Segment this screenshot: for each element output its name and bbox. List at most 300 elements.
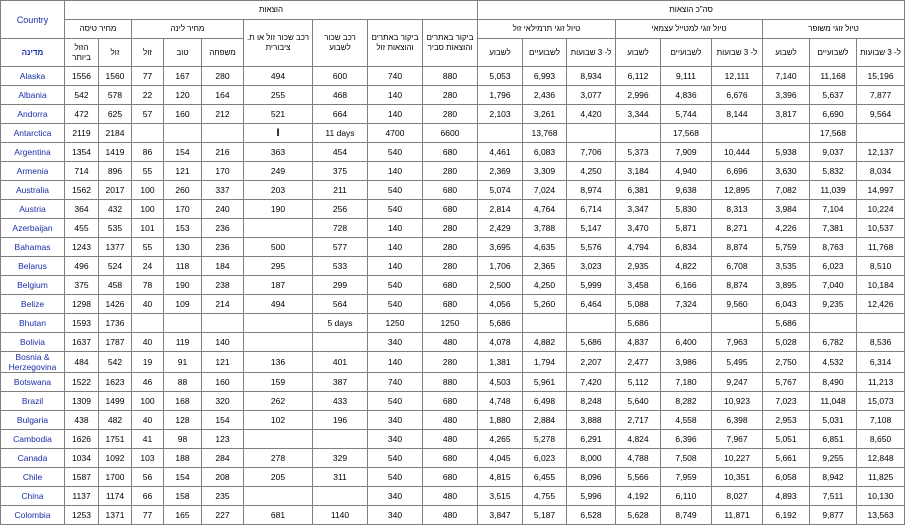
cell-l-fam: 214 <box>202 295 244 314</box>
cell-v-avg: 480 <box>423 506 478 525</box>
cell-car: 278 <box>244 449 313 468</box>
cell-f2: 7,511 <box>810 487 857 506</box>
cell-b3: 5,686 <box>567 333 616 352</box>
cell-b3: 6,291 <box>567 430 616 449</box>
cell-l-fam: 140 <box>202 333 244 352</box>
cell-car-week: 5 days <box>313 314 368 333</box>
cell-car: 363 <box>244 143 313 162</box>
cell-flight: 578 <box>99 86 132 105</box>
total-expenses-header: סה"כ הוצאות <box>478 1 905 20</box>
table-row <box>1 314 905 333</box>
country-cell: Canada <box>1 449 65 468</box>
header-row-2 <box>1 20 905 39</box>
cell-b2: 3,309 <box>523 162 567 181</box>
cell-car-week: 533 <box>313 257 368 276</box>
cell-car: 187 <box>244 276 313 295</box>
cell-car: 255 <box>244 86 313 105</box>
cell-car-week: 387 <box>313 373 368 392</box>
cell-v-cheap: 540 <box>368 200 423 219</box>
cell-l-good: 158 <box>164 487 202 506</box>
cell-car-week: 728 <box>313 219 368 238</box>
cell-b2: 6,455 <box>523 468 567 487</box>
cell-f3: 10,537 <box>857 219 905 238</box>
country-cell: Brazil <box>1 392 65 411</box>
cell-a2: 6,834 <box>661 238 712 257</box>
cell-v-avg: 680 <box>423 468 478 487</box>
cell-l-good: 88 <box>164 373 202 392</box>
cell-l-fam: 208 <box>202 468 244 487</box>
cell-f1: 3,396 <box>763 86 810 105</box>
country-cell: Bulgaria <box>1 411 65 430</box>
cell-v-avg: 280 <box>423 257 478 276</box>
cell-l-good: 120 <box>164 86 202 105</box>
cell-b1: 4,265 <box>478 430 523 449</box>
cell-car-week: 299 <box>313 276 368 295</box>
cell-f3: 9,564 <box>857 105 905 124</box>
cell-l-fam: 235 <box>202 487 244 506</box>
cell-l-good: 91 <box>164 352 202 373</box>
cell-car: 681 <box>244 506 313 525</box>
cell-f1: 5,661 <box>763 449 810 468</box>
cell-l-low: 103 <box>132 449 164 468</box>
cell-cheapest: 1626 <box>65 430 99 449</box>
cell-cheapest: 1522 <box>65 373 99 392</box>
country-cell: Bhutan <box>1 314 65 333</box>
cell-l-good: 165 <box>164 506 202 525</box>
car-weekly-header: רכב שכור לשבוע <box>313 20 368 67</box>
cell-a3: 8,313 <box>712 200 763 219</box>
cell-a3: 7,963 <box>712 333 763 352</box>
table-row <box>1 506 905 525</box>
cell-flight: 1560 <box>99 67 132 86</box>
cell-b3: 5,147 <box>567 219 616 238</box>
cell-b2: 13,768 <box>523 124 567 143</box>
cell-v-avg: 680 <box>423 276 478 295</box>
cell-f1: 7,023 <box>763 392 810 411</box>
cell-f2: 9,877 <box>810 506 857 525</box>
cell-car: 494 <box>244 67 313 86</box>
cell-cheapest: 496 <box>65 257 99 276</box>
cell-v-avg: 280 <box>423 238 478 257</box>
cell-a3: 8,874 <box>712 238 763 257</box>
cell-a2 <box>661 314 712 333</box>
cell-flight: 1377 <box>99 238 132 257</box>
cell-flight: 1499 <box>99 392 132 411</box>
cell-b1: 3,695 <box>478 238 523 257</box>
cell-l-good <box>164 314 202 333</box>
cell-car <box>244 314 313 333</box>
country-cell: Australia <box>1 181 65 200</box>
cell-l-low: 41 <box>132 430 164 449</box>
cell-f1: 2,750 <box>763 352 810 373</box>
cell-l-low: 57 <box>132 105 164 124</box>
cell-v-avg: 280 <box>423 105 478 124</box>
cell-l-fam: 164 <box>202 86 244 105</box>
cell-f2 <box>810 314 857 333</box>
cell-v-cheap: 140 <box>368 352 423 373</box>
table-row <box>1 219 905 238</box>
cell-v-cheap: 340 <box>368 411 423 430</box>
cell-v-avg: 280 <box>423 86 478 105</box>
cell-car: 249 <box>244 162 313 181</box>
cell-b2: 5,260 <box>523 295 567 314</box>
cell-v-avg: 280 <box>423 219 478 238</box>
cell-l-good: 109 <box>164 295 202 314</box>
cell-b3: 6,528 <box>567 506 616 525</box>
cell-f3: 10,224 <box>857 200 905 219</box>
table-row <box>1 392 905 411</box>
cell-car-week: 1140 <box>313 506 368 525</box>
cell-b1: 4,815 <box>478 468 523 487</box>
cell-l-low: 77 <box>132 506 164 525</box>
cell-b2: 2,436 <box>523 86 567 105</box>
cell-v-avg: 680 <box>423 143 478 162</box>
cell-a3 <box>712 124 763 143</box>
cell-l-good: 154 <box>164 468 202 487</box>
cell-cheapest: 1137 <box>65 487 99 506</box>
cell-l-low: 77 <box>132 67 164 86</box>
expenses-header: הוצאות <box>65 1 478 20</box>
cell-car-week: 401 <box>313 352 368 373</box>
cell-b1: 4,461 <box>478 143 523 162</box>
cell-b3: 8,096 <box>567 468 616 487</box>
cell-a3: 9,247 <box>712 373 763 392</box>
cell-cheapest: 1637 <box>65 333 99 352</box>
cell-a2: 4,836 <box>661 86 712 105</box>
cell-a1: 5,088 <box>616 295 661 314</box>
cell-b1: 1,706 <box>478 257 523 276</box>
cell-f2: 4,532 <box>810 352 857 373</box>
cell-cheapest: 438 <box>65 411 99 430</box>
cell-a1: 2,717 <box>616 411 661 430</box>
cell-a3: 10,351 <box>712 468 763 487</box>
cell-l-low: 19 <box>132 352 164 373</box>
cell-f3: 15,196 <box>857 67 905 86</box>
cell-l-good: 128 <box>164 411 202 430</box>
table-row <box>1 181 905 200</box>
cell-a1 <box>616 124 661 143</box>
cell-f1: 3,535 <box>763 257 810 276</box>
country-cell: Cambodia <box>1 430 65 449</box>
cell-flight: 896 <box>99 162 132 181</box>
cell-v-cheap: 340 <box>368 430 423 449</box>
cell-cheapest: 1298 <box>65 295 99 314</box>
cell-f3: 7,877 <box>857 86 905 105</box>
cell-car-week: 311 <box>313 468 368 487</box>
average-three-weeks-header: ל- 3 שבועות <box>712 39 763 67</box>
cell-cheapest: 1593 <box>65 314 99 333</box>
cell-l-fam: 170 <box>202 162 244 181</box>
cell-f2: 9,037 <box>810 143 857 162</box>
country-cell: Austria <box>1 200 65 219</box>
table-row <box>1 143 905 162</box>
family-three-weeks-header: ל- 3 שבועות <box>857 39 905 67</box>
cell-a1: 4,837 <box>616 333 661 352</box>
cell-b1: 5,053 <box>478 67 523 86</box>
cell-b2: 4,635 <box>523 238 567 257</box>
cell-car-week: 433 <box>313 392 368 411</box>
cell-v-cheap: 540 <box>368 468 423 487</box>
cell-f1: 5,938 <box>763 143 810 162</box>
cell-b3: 5,996 <box>567 487 616 506</box>
cell-flight: 1426 <box>99 295 132 314</box>
cell-b3: 8,934 <box>567 67 616 86</box>
cell-a1: 5,628 <box>616 506 661 525</box>
cell-l-low: 22 <box>132 86 164 105</box>
cell-l-fam <box>202 314 244 333</box>
cell-flight: 1419 <box>99 143 132 162</box>
lodging-low-header: זול <box>132 39 164 67</box>
cell-a3: 10,227 <box>712 449 763 468</box>
cell-f1: 3,630 <box>763 162 810 181</box>
table-row <box>1 352 905 373</box>
country-cell: Colombia <box>1 506 65 525</box>
cell-f1: 3,984 <box>763 200 810 219</box>
cell-b2: 5,187 <box>523 506 567 525</box>
cell-v-avg: 480 <box>423 430 478 449</box>
table-row <box>1 468 905 487</box>
cell-a3: 8,271 <box>712 219 763 238</box>
country-header: Country <box>1 1 65 39</box>
cell-l-low: 55 <box>132 162 164 181</box>
cell-f3: 12,137 <box>857 143 905 162</box>
cell-v-cheap: 340 <box>368 333 423 352</box>
cell-a3: 6,708 <box>712 257 763 276</box>
cell-l-fam: 236 <box>202 238 244 257</box>
cell-a3 <box>712 314 763 333</box>
cell-cheapest: 714 <box>65 162 99 181</box>
family-week-header: לשבוע <box>763 39 810 67</box>
cell-f1: 5,759 <box>763 238 810 257</box>
cell-f2: 9,235 <box>810 295 857 314</box>
cell-car: 136 <box>244 352 313 373</box>
cell-l-good: 190 <box>164 276 202 295</box>
cell-cheapest: 542 <box>65 86 99 105</box>
cell-l-fam: 280 <box>202 67 244 86</box>
cell-a2: 6,396 <box>661 430 712 449</box>
cell-l-low: 55 <box>132 238 164 257</box>
row-label-header: מדינה <box>1 39 65 67</box>
cell-a1: 5,112 <box>616 373 661 392</box>
cell-l-fam: 212 <box>202 105 244 124</box>
table-row <box>1 105 905 124</box>
cell-car-week: 329 <box>313 449 368 468</box>
cell-l-fam: 236 <box>202 219 244 238</box>
cell-car-week: 577 <box>313 238 368 257</box>
cell-a2: 4,940 <box>661 162 712 181</box>
cell-b3: 5,999 <box>567 276 616 295</box>
cell-v-avg: 880 <box>423 373 478 392</box>
cell-f2: 8,490 <box>810 373 857 392</box>
table-row <box>1 411 905 430</box>
country-cell: Antarctica <box>1 124 65 143</box>
cell-a3: 8,144 <box>712 105 763 124</box>
cell-f2: 6,023 <box>810 257 857 276</box>
cell-v-avg: 680 <box>423 200 478 219</box>
cell-flight: 1700 <box>99 468 132 487</box>
cell-f3: 14,997 <box>857 181 905 200</box>
cell-a2: 5,871 <box>661 219 712 238</box>
cell-car: 494 <box>244 295 313 314</box>
country-cell: China <box>1 487 65 506</box>
cell-car <box>244 333 313 352</box>
cell-b2: 4,882 <box>523 333 567 352</box>
cell-car-week: 196 <box>313 411 368 430</box>
cell-v-cheap: 540 <box>368 143 423 162</box>
cell-v-cheap: 540 <box>368 295 423 314</box>
cell-v-avg: 480 <box>423 333 478 352</box>
cell-car: 159 <box>244 373 313 392</box>
cell-a1: 3,470 <box>616 219 661 238</box>
cell-b2: 3,788 <box>523 219 567 238</box>
cell-b1: 2,814 <box>478 200 523 219</box>
cell-f1: 6,058 <box>763 468 810 487</box>
cell-f1: 3,817 <box>763 105 810 124</box>
country-cell: Albania <box>1 86 65 105</box>
cell-l-low: 86 <box>132 143 164 162</box>
cell-v-avg: 480 <box>423 411 478 430</box>
cell-l-good: 119 <box>164 333 202 352</box>
cell-car: 262 <box>244 392 313 411</box>
cell-a1: 3,347 <box>616 200 661 219</box>
cell-a1: 6,112 <box>616 67 661 86</box>
cell-l-good: 118 <box>164 257 202 276</box>
cell-b2: 2,365 <box>523 257 567 276</box>
cell-cheapest: 1243 <box>65 238 99 257</box>
cell-a2: 5,830 <box>661 200 712 219</box>
car-rental-header: רכב שכור זול או ת. ציבורית <box>244 20 313 67</box>
cell-v-cheap: 140 <box>368 257 423 276</box>
cell-car: 190 <box>244 200 313 219</box>
cell-a1: 2,477 <box>616 352 661 373</box>
cell-f2: 11,168 <box>810 67 857 86</box>
cell-v-cheap: 740 <box>368 373 423 392</box>
cell-a1: 4,788 <box>616 449 661 468</box>
cell-f3: 13,563 <box>857 506 905 525</box>
cell-a2: 6,166 <box>661 276 712 295</box>
table-row <box>1 295 905 314</box>
cell-v-cheap: 740 <box>368 67 423 86</box>
cell-f3: 8,536 <box>857 333 905 352</box>
cell-f3: 12,426 <box>857 295 905 314</box>
cell-f2: 6,690 <box>810 105 857 124</box>
cell-a3: 6,398 <box>712 411 763 430</box>
cell-car: I <box>244 124 313 143</box>
cell-f2: 5,031 <box>810 411 857 430</box>
cell-l-low: 40 <box>132 295 164 314</box>
cell-b3: 2,207 <box>567 352 616 373</box>
cell-l-fam: 123 <box>202 430 244 449</box>
cell-a3: 12,111 <box>712 67 763 86</box>
flight-low-header: זול <box>99 39 132 67</box>
cell-b2: 2,884 <box>523 411 567 430</box>
cell-v-cheap: 340 <box>368 487 423 506</box>
cell-f2: 5,637 <box>810 86 857 105</box>
cell-cheapest: 364 <box>65 200 99 219</box>
cell-cheapest: 1253 <box>65 506 99 525</box>
cell-car-week <box>313 333 368 352</box>
backpacker-two-weeks-header: לשבועיים <box>523 39 567 67</box>
cell-b1: 2,500 <box>478 276 523 295</box>
table-row <box>1 200 905 219</box>
cell-b2: 4,755 <box>523 487 567 506</box>
cell-car-week: 664 <box>313 105 368 124</box>
cell-flight: 524 <box>99 257 132 276</box>
cell-l-fam <box>202 124 244 143</box>
cell-v-avg: 680 <box>423 392 478 411</box>
cell-b1 <box>478 124 523 143</box>
cell-cheapest: 472 <box>65 105 99 124</box>
table-row <box>1 487 905 506</box>
cell-f1: 6,192 <box>763 506 810 525</box>
cell-b1: 4,045 <box>478 449 523 468</box>
cell-l-fam: 240 <box>202 200 244 219</box>
cell-b1: 2,429 <box>478 219 523 238</box>
cell-f3: 10,130 <box>857 487 905 506</box>
cell-l-low: 46 <box>132 373 164 392</box>
cell-a1: 3,344 <box>616 105 661 124</box>
cell-cheapest: 2119 <box>65 124 99 143</box>
cell-a1: 5,640 <box>616 392 661 411</box>
cell-l-fam: 238 <box>202 276 244 295</box>
trip-family-header: טיול זוגי משופר <box>763 20 905 39</box>
cell-f2: 11,039 <box>810 181 857 200</box>
cell-b1: 5,074 <box>478 181 523 200</box>
cell-cheapest: 1034 <box>65 449 99 468</box>
cell-f3 <box>857 314 905 333</box>
cell-f2: 8,942 <box>810 468 857 487</box>
cell-a2: 9,638 <box>661 181 712 200</box>
cell-a1: 2,996 <box>616 86 661 105</box>
cell-v-cheap: 140 <box>368 86 423 105</box>
cell-b1: 2,103 <box>478 105 523 124</box>
cell-cheapest: 1354 <box>65 143 99 162</box>
cell-flight: 1623 <box>99 373 132 392</box>
cell-car <box>244 430 313 449</box>
cell-f2: 7,381 <box>810 219 857 238</box>
cell-flight: 625 <box>99 105 132 124</box>
cell-a2: 5,744 <box>661 105 712 124</box>
cell-car-week: 600 <box>313 67 368 86</box>
cell-b2: 5,278 <box>523 430 567 449</box>
cell-l-low: 100 <box>132 181 164 200</box>
cell-a2: 8,282 <box>661 392 712 411</box>
cell-f3: 10,184 <box>857 276 905 295</box>
lodging-good-header: טוב <box>164 39 202 67</box>
cell-l-low: 100 <box>132 200 164 219</box>
cell-l-good: 167 <box>164 67 202 86</box>
cell-a3: 12,895 <box>712 181 763 200</box>
country-cell: Belize <box>1 295 65 314</box>
cell-cheapest: 1587 <box>65 468 99 487</box>
cell-v-cheap: 340 <box>368 506 423 525</box>
cell-b3 <box>567 124 616 143</box>
cell-f3: 8,034 <box>857 162 905 181</box>
cell-l-fam: 337 <box>202 181 244 200</box>
cell-flight: 535 <box>99 219 132 238</box>
cell-a1: 5,686 <box>616 314 661 333</box>
cell-cheapest: 1309 <box>65 392 99 411</box>
cell-a3: 8,874 <box>712 276 763 295</box>
cell-f2: 5,832 <box>810 162 857 181</box>
cell-a3: 10,923 <box>712 392 763 411</box>
flight-cheap-header: הזול ביותר <box>65 39 99 67</box>
cell-car: 203 <box>244 181 313 200</box>
table-row <box>1 86 905 105</box>
cell-l-good: 168 <box>164 392 202 411</box>
cell-car: 521 <box>244 105 313 124</box>
cell-f1 <box>763 124 810 143</box>
